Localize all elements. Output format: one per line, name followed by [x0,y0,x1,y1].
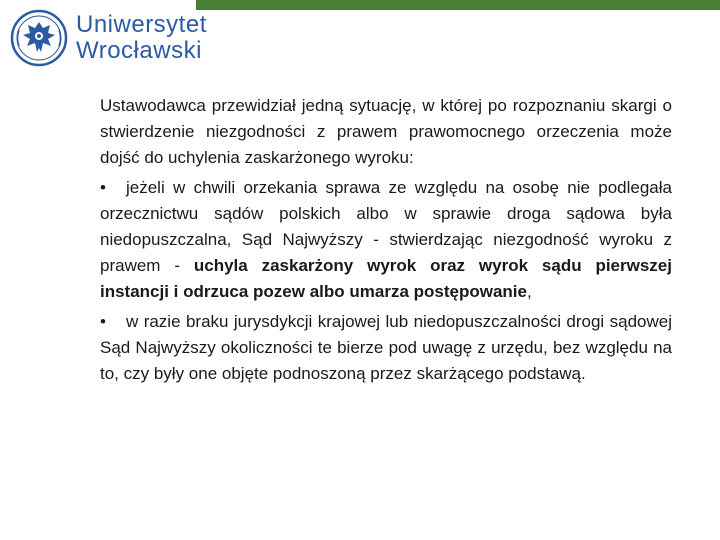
bullet-item-1-end: , [526,281,532,301]
bullet-item-1-text: jeżeli w chwili orzekania sprawa ze względu na osobę nie podlegała orzecznictwu sądów polskich albo w sprawie droga sądowa była niedopuszczalna, Sąd Najwyższy - stwierdzając niezgodność wyroku z prawem - [100,178,672,275]
bullet-item-2 [100,309,672,386]
university-logo [10,8,207,68]
slide-body [100,93,672,387]
bullet-item-2-text: w razie braku jurysdykcji krajowej lub niedopuszczalności drogi sądowej Sąd Najwyższy okoliczności te bierze pod uwagę z urzędu, bez względu na to, czy były one objęte podnoszoną przez skarżącego podstawą. [100,312,672,383]
header [0,0,720,76]
eagle-emblem-icon [10,8,68,68]
university-name-line1: Uniwersytet [76,11,207,38]
intro-paragraph: Ustawodawca przewidział jedną sytuację, w której po rozpoznaniu skargi o stwierdzenie niezgodności z prawem prawomocnego orzeczenia może dojść do uchylenia zaskarżonego wyroku: [100,96,672,167]
bullet-item-1-bold: uchyla zaskarżony wyrok oraz wyrok sądu pierwszej instancji i odrzuca pozew albo umarza postępowanie [100,255,672,301]
university-name [76,12,207,64]
bullet-marker: • [100,312,106,332]
bullet-marker: • [100,178,106,198]
university-name-line2: Wrocławski [76,37,202,64]
accent-bar [196,0,720,10]
bullet-item-1 [100,175,672,304]
